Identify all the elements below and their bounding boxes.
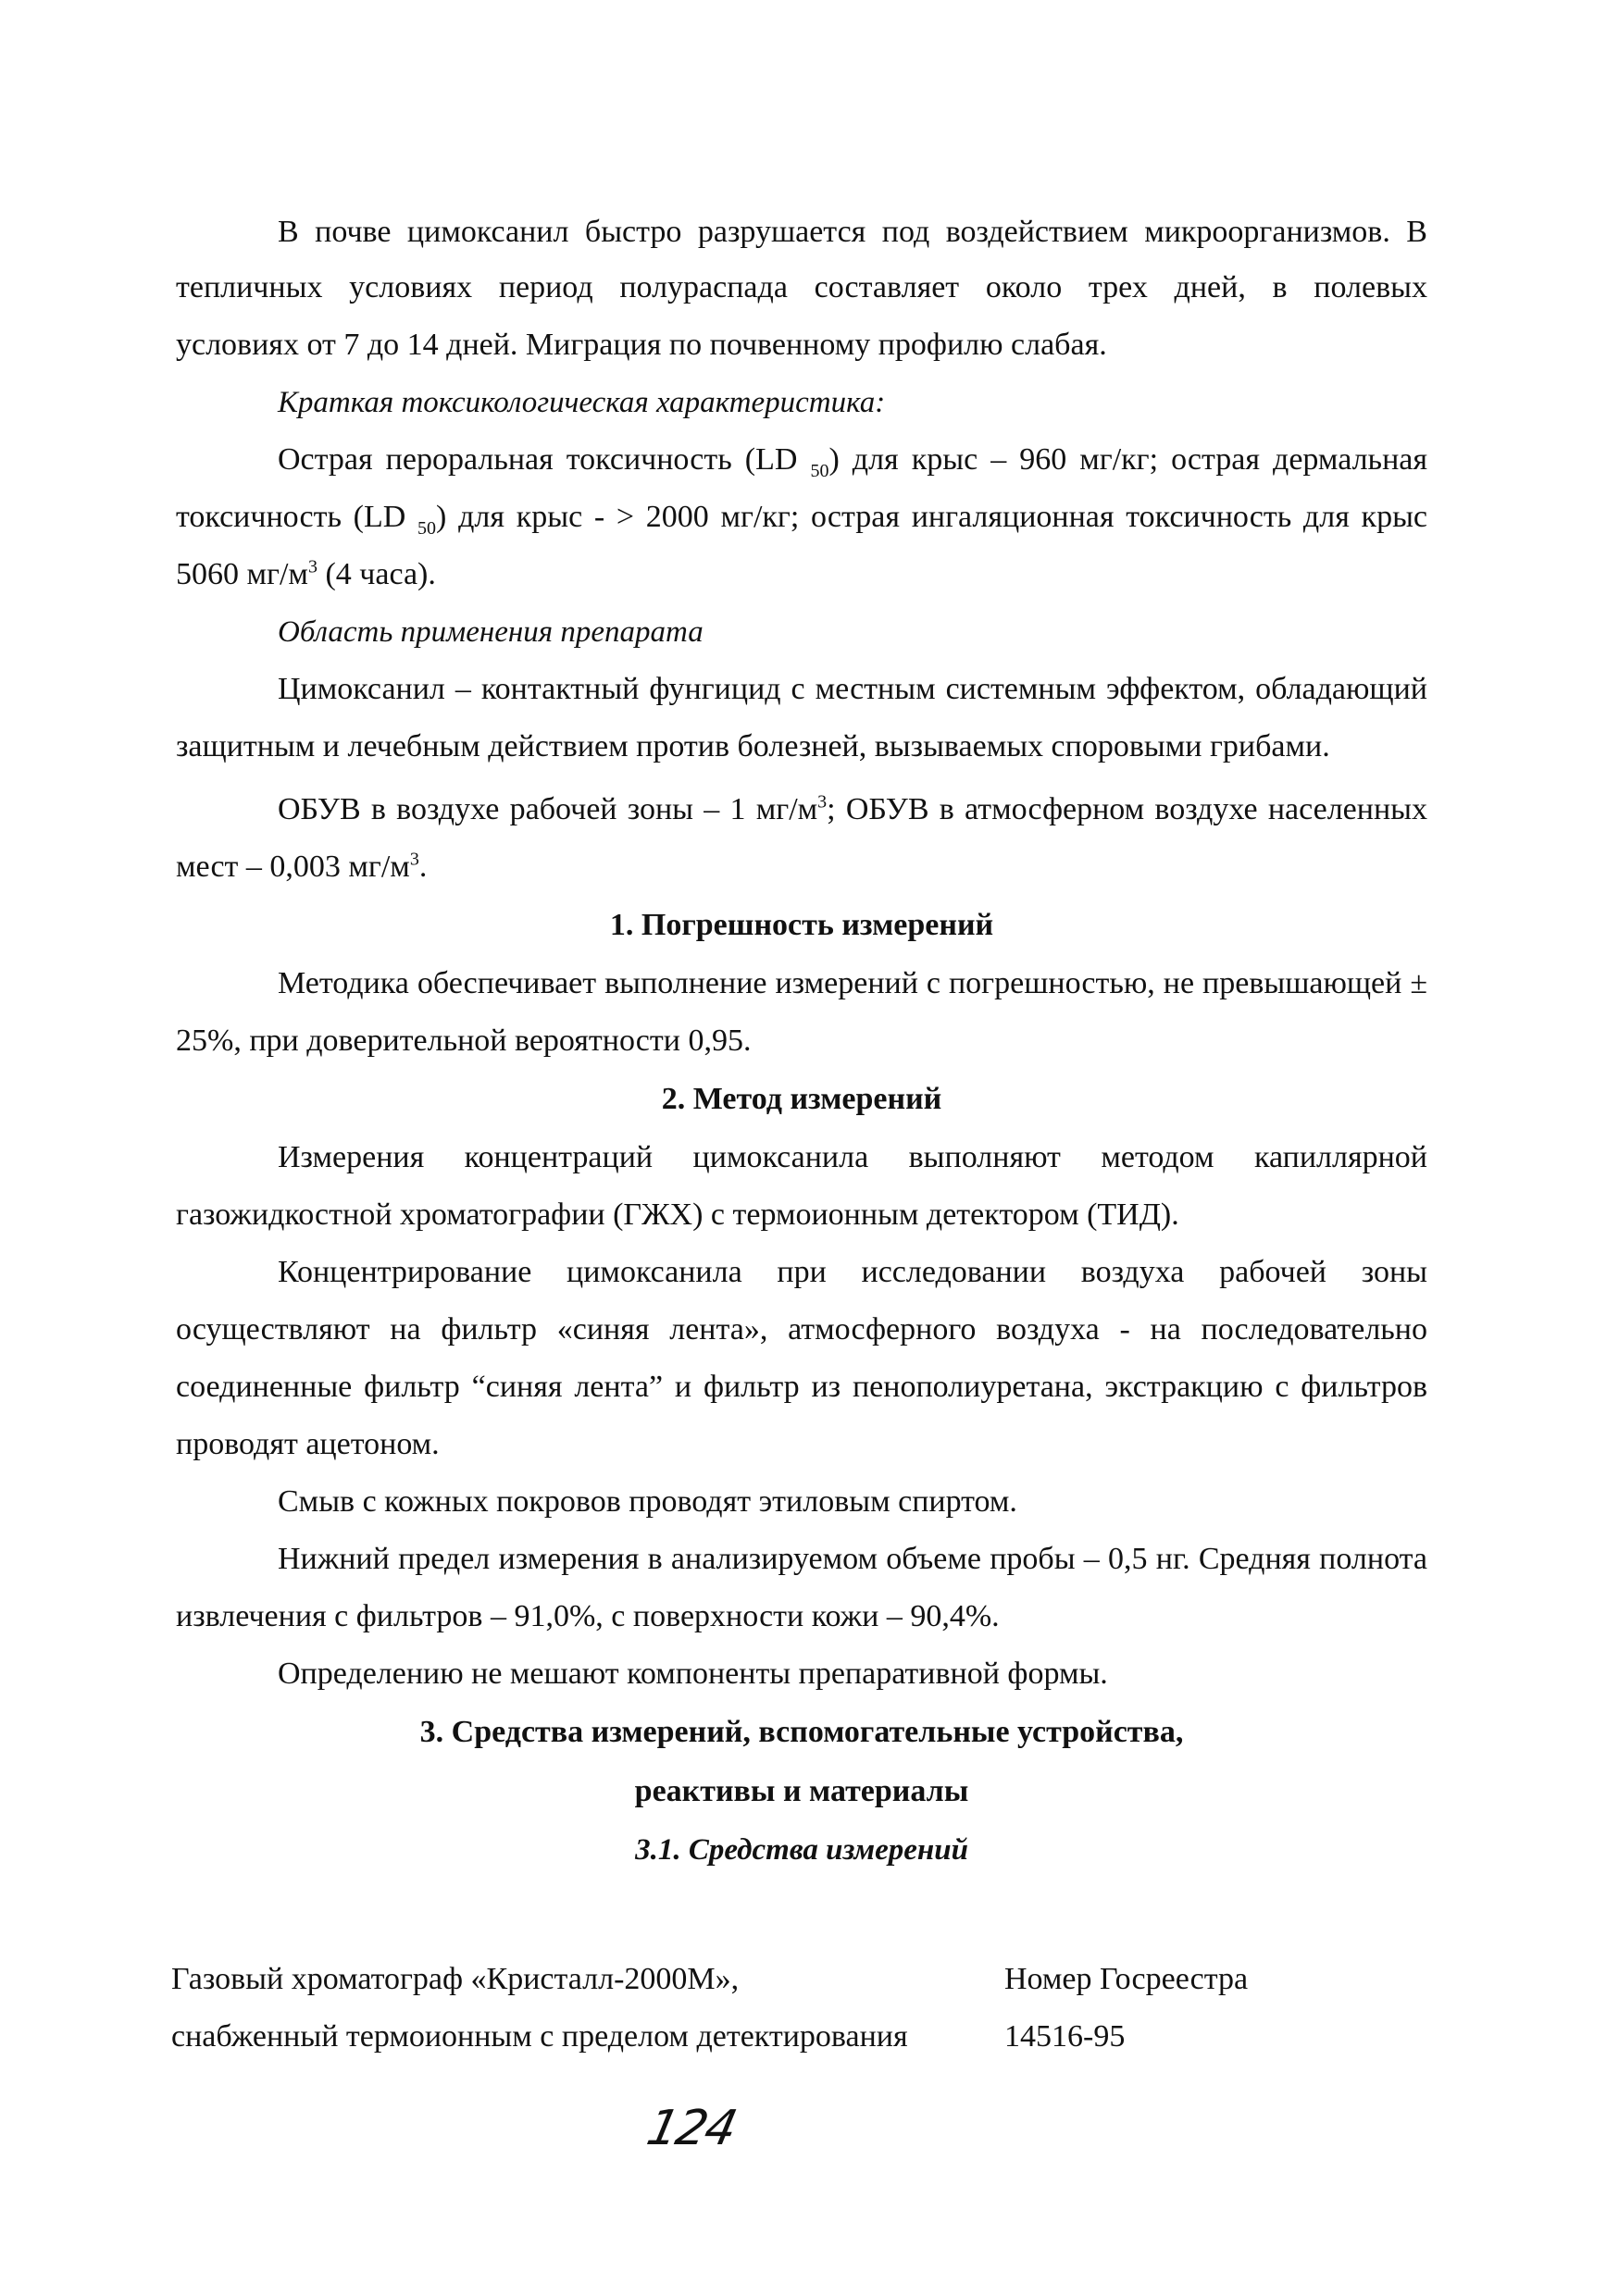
obuv-text-c: ; ОБУВ в атмосферном воздухе населенных мест – 0,003 мг/м [176,792,1427,884]
tox-sup: 3 [307,556,318,577]
paragraph-toxicity [176,431,1427,603]
registry-number: 14516-95 [1004,2019,1126,2054]
tox-text-e: ) для крыс - > 2000 мг/кг; острая ингаляционная токсичность для крыс 5060 мг/м [176,500,1427,591]
tox-heading: Краткая токсикологическая характеристика: [278,386,886,419]
tox-sub-1: 50 [810,460,829,481]
equipment-row [171,2008,1282,2066]
equipment-table [171,1951,1282,2066]
section-1-heading: 1. Погрешность измерений [609,908,994,942]
registry-label: Номер Госреестра [1004,1962,1249,1996]
paragraph-soil [176,204,1427,261]
section-3-1-heading: 3.1. Средства измерений [635,1833,968,1867]
soil-line-2: тепличных условиях период полураспада составляет около трех дней, в полевых [176,270,1427,304]
paragraph-method-5: Определению не мешают компоненты препаративной формы. [278,1657,1108,1691]
paragraph-method-2: Концентрирование цимоксанила при исследовании воздуха рабочей зоны осуществляют на фильтр «синяя лента», атмосферного воздуха - на последовательно соединенные фильтр “синяя лента” и фильтр из пенополиуретана, экстракцию с фильтров проводят ацетоном. [176,1255,1427,1461]
document-body [176,204,1427,1879]
tox-sub-2: 50 [417,517,437,539]
tox-text-g: (4 часа). [317,557,436,591]
paragraph-error: Методика обеспечивает выполнение измерений с погрешностью, не превышающей ± 25%, при доверительной вероятности 0,95. [176,966,1427,1058]
tox-text-a: Острая пероральная токсичность (LD [278,442,811,477]
paragraph-soil-line2 [176,259,1427,316]
paragraph-soil-line3 [176,316,1427,374]
section-2-heading: 2. Метод измерений [661,1082,942,1116]
paragraph-area: Цимоксанил – контактный фунгицид с местным системным эффектом, обладающий защитным и лечебным действием против болезней, вызываемых споровыми грибами. [176,672,1427,763]
paragraph-method-3: Смыв с кожных покровов проводят этиловым спиртом. [278,1484,1017,1519]
soil-line-1: В почве цимоксанил быстро разрушается под воздействием микроорганизмов. В [278,215,1427,249]
handwritten-page-number: 124 [641,2101,741,2156]
section-3-heading-line-2: реактивы и материалы [634,1774,969,1808]
soil-line-3: условиях от 7 до 14 дней. Миграция по почвенному профилю слабая. [176,328,1107,362]
paragraph-method-1: Измерения концентраций цимоксанила выполняют методом капиллярной газожидкостной хроматографии (ГЖХ) с термоионным детектором (ТИД). [176,1140,1427,1232]
obuv-text-e: . [418,850,428,884]
paragraph-method-4: Нижний предел измерения в анализируемом объеме пробы – 0,5 нг. Средняя полнота извлечения с фильтров – 91,0%, с поверхности кожи – 90,4%. [176,1542,1427,1633]
area-heading: Область применения препарата [278,615,704,649]
paragraph-obuv [176,781,1427,896]
obuv-sup-1: 3 [817,791,828,813]
tox-text-c: ) для крыс – 960 мг/кг; острая дермальная токсичность (LD [176,442,1427,534]
obuv-text-a: ОБУВ в воздухе рабочей зоны – 1 мг/м [278,792,818,826]
equipment-row [171,1951,1282,2008]
section-3-heading-line-1: 3. Средства измерений, вспомогательные устройства, [419,1715,1184,1749]
equipment-name: Газовый хроматограф «Кристалл-2000М», [171,1962,740,1996]
obuv-sup-2: 3 [409,849,419,870]
equipment-detail: снабженный термоионным с пределом детектирования [171,2019,908,2054]
